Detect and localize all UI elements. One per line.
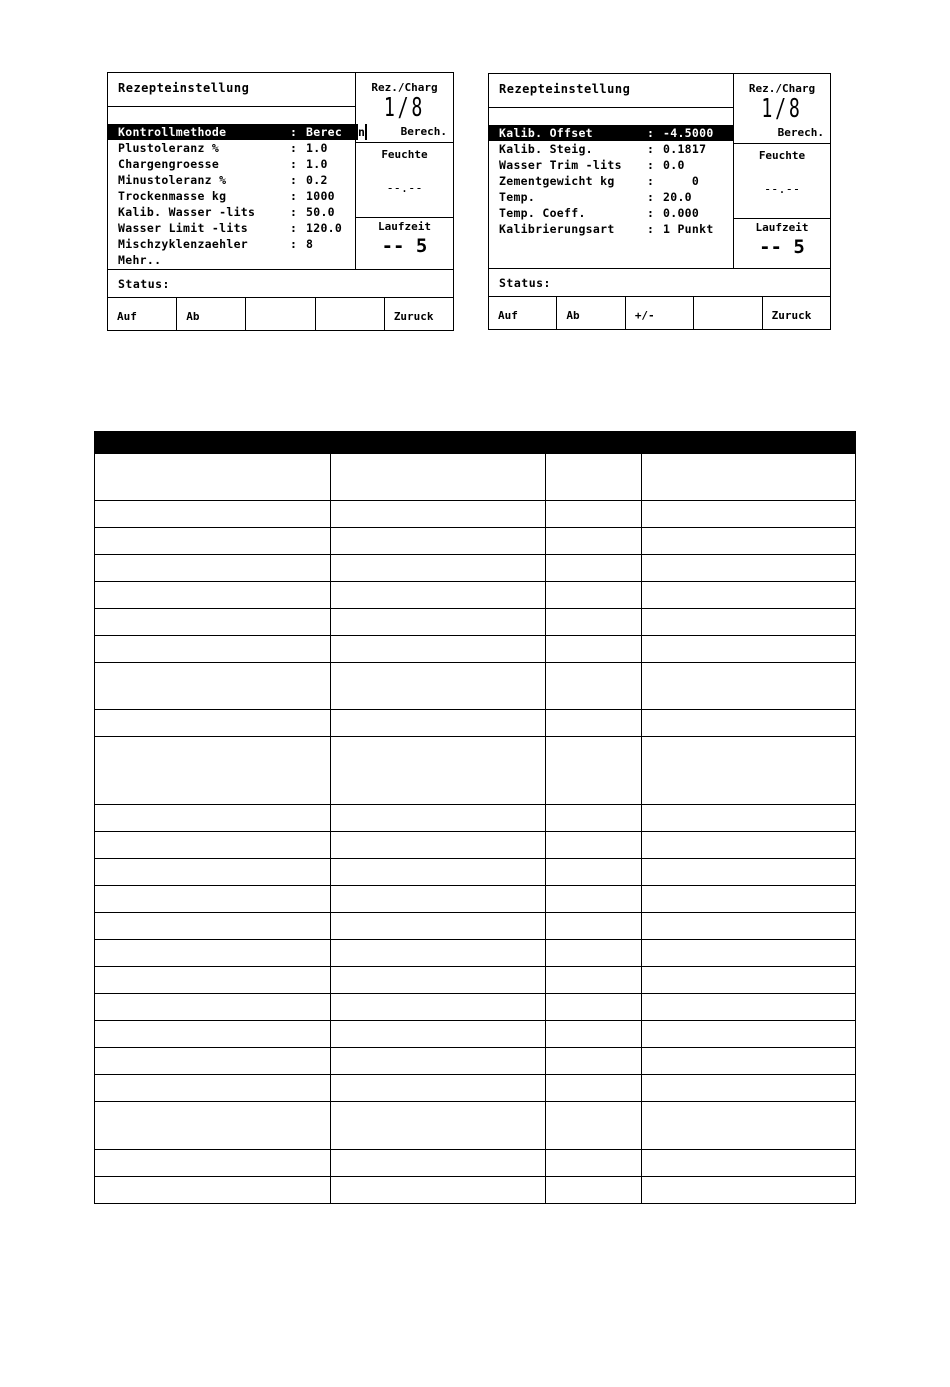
table-cell — [642, 710, 856, 737]
table-cell — [546, 1075, 642, 1102]
row-label: Kontrollmethode — [118, 125, 227, 139]
table-header-cell — [642, 432, 856, 454]
table-cell — [95, 555, 331, 582]
status-side-panel — [734, 74, 830, 269]
row-value: 0.000 — [663, 206, 700, 220]
title-divider — [489, 107, 733, 108]
settings-row-mix-cycle-counter[interactable] — [108, 236, 355, 252]
settings-list — [108, 124, 366, 268]
row-value: 0.0 — [663, 158, 685, 172]
table-cell — [642, 1075, 856, 1102]
table-cell — [95, 737, 331, 805]
table-row — [95, 737, 856, 805]
status-bar — [108, 269, 453, 298]
settings-row-temperature[interactable] — [489, 189, 733, 205]
table-row — [95, 1075, 856, 1102]
row-value: 50.0 — [306, 205, 335, 219]
table-cell — [642, 528, 856, 555]
table-header-cell — [95, 432, 331, 454]
row-value-overflow: n — [358, 125, 366, 139]
table-row — [95, 555, 856, 582]
settings-row-more[interactable] — [108, 252, 355, 268]
table-cell — [546, 1177, 642, 1204]
row-value: 120.0 — [306, 221, 343, 235]
table-cell — [95, 886, 331, 913]
table-cell — [331, 1075, 546, 1102]
up-button[interactable]: Auf — [108, 298, 177, 330]
table-cell — [95, 1075, 331, 1102]
table-row — [95, 1021, 856, 1048]
table-cell — [546, 967, 642, 994]
table-cell — [95, 859, 331, 886]
row-value: 20.0 — [663, 190, 692, 204]
row-label: Mischzyklenzaehler — [118, 237, 249, 251]
settings-row-calibration-type[interactable] — [489, 221, 733, 237]
table-cell — [331, 1102, 546, 1150]
table-cell — [546, 1021, 642, 1048]
function-key-bar — [489, 296, 830, 329]
table-cell — [95, 501, 331, 528]
row-separator: : — [290, 173, 298, 187]
table-cell — [642, 555, 856, 582]
table-cell — [546, 859, 642, 886]
table-row — [95, 663, 856, 710]
recipe-settings-panel-right — [488, 73, 831, 330]
table-cell — [95, 710, 331, 737]
panel-title: Rezepteinstellung — [499, 82, 631, 96]
down-button[interactable]: Ab — [177, 298, 246, 330]
table-cell — [642, 832, 856, 859]
table-cell — [331, 805, 546, 832]
moisture-value: --.-- — [386, 181, 423, 195]
table-cell — [642, 737, 856, 805]
back-button[interactable]: Zuruck — [771, 309, 812, 322]
table-cell — [642, 967, 856, 994]
row-label: Temp. — [499, 190, 536, 204]
table-cell — [331, 859, 546, 886]
table-header-cell — [546, 432, 642, 454]
row-label: Minustoleranz % — [118, 173, 227, 187]
table-row — [95, 501, 856, 528]
table-cell — [95, 1048, 331, 1075]
table-cell — [546, 663, 642, 710]
row-separator: : — [647, 190, 655, 204]
row-value: 0 — [663, 174, 700, 188]
function-key-4[interactable] — [694, 297, 762, 329]
recipe-settings-panel-left — [107, 72, 454, 331]
table-cell — [331, 501, 546, 528]
table-cell — [331, 832, 546, 859]
row-value: Berec — [306, 125, 343, 139]
table-row — [95, 528, 856, 555]
table-cell — [95, 913, 331, 940]
table-cell — [642, 1102, 856, 1150]
down-button[interactable]: Ab — [557, 297, 625, 329]
row-value: 1.0 — [306, 157, 328, 171]
table-row — [95, 609, 856, 636]
table-cell — [331, 940, 546, 967]
side-divider — [356, 142, 453, 143]
row-label: Trockenmasse kg — [118, 189, 227, 203]
table-cell — [331, 886, 546, 913]
back-button[interactable]: Zuruck — [393, 310, 434, 323]
row-separator: : — [647, 174, 655, 188]
row-label: Mehr.. — [118, 253, 162, 267]
title-divider — [108, 106, 355, 107]
table-cell — [331, 1048, 546, 1075]
row-separator: : — [290, 205, 298, 219]
row-separator: : — [647, 126, 655, 140]
settings-list — [489, 125, 733, 237]
table-row — [95, 636, 856, 663]
table-cell — [546, 994, 642, 1021]
row-label: Wasser Limit -lits — [118, 221, 249, 235]
table-cell — [546, 528, 642, 555]
table-row — [95, 1150, 856, 1177]
row-label: Chargengroesse — [118, 157, 220, 171]
settings-row-control-method[interactable] — [108, 124, 367, 140]
table-cell — [95, 1021, 331, 1048]
settings-row-dry-mass[interactable] — [108, 188, 355, 204]
settings-main-area — [489, 74, 734, 269]
table-cell — [95, 994, 331, 1021]
row-separator: : — [290, 125, 298, 139]
row-label: Kalibrierungsart — [499, 222, 615, 236]
status-bar — [489, 268, 830, 297]
table-cell — [642, 1177, 856, 1204]
row-value: 1 Punkt — [663, 222, 714, 236]
recipe-batch-value: 1/8 — [383, 93, 426, 123]
table-row — [95, 886, 856, 913]
table-row — [95, 710, 856, 737]
table-cell — [546, 1048, 642, 1075]
table-cell — [642, 913, 856, 940]
table-cell — [331, 1150, 546, 1177]
runtime-label: Laufzeit — [755, 221, 809, 234]
row-separator: : — [290, 189, 298, 203]
runtime-label: Laufzeit — [378, 220, 431, 233]
table-cell — [331, 994, 546, 1021]
table-cell — [95, 967, 331, 994]
table-cell — [546, 1102, 642, 1150]
status-label: Status: — [118, 277, 170, 291]
table-cell — [546, 832, 642, 859]
table-header-cell — [331, 432, 546, 454]
moisture-label: Feuchte — [758, 149, 806, 162]
function-key-4[interactable] — [316, 298, 385, 330]
table-cell — [331, 737, 546, 805]
row-value: 0.1817 — [663, 142, 707, 156]
table-cell — [642, 940, 856, 967]
table-row — [95, 913, 856, 940]
table-cell — [546, 609, 642, 636]
status-label: Status: — [499, 276, 551, 290]
table-row — [95, 832, 856, 859]
control-mode-label: Berech. — [400, 125, 447, 138]
up-button[interactable]: Auf — [489, 297, 557, 329]
row-label: Plustoleranz % — [118, 141, 220, 155]
settings-row-calib-water[interactable] — [108, 204, 355, 220]
table-cell — [546, 582, 642, 609]
table-cell — [642, 636, 856, 663]
settings-row-water-trim[interactable] — [489, 157, 733, 173]
table-cell — [95, 528, 331, 555]
row-label: Temp. Coeff. — [499, 206, 586, 220]
table-cell — [331, 636, 546, 663]
row-label: Kalib. Steig. — [499, 142, 593, 156]
runtime-value: -- 5 — [381, 235, 428, 257]
row-separator: : — [647, 142, 655, 156]
table-cell — [642, 609, 856, 636]
table-row — [95, 940, 856, 967]
function-key-bar — [108, 297, 453, 330]
table-cell — [331, 1021, 546, 1048]
row-value: 8 — [306, 237, 314, 251]
settings-row-calib-offset[interactable] — [489, 125, 733, 141]
table-cell — [331, 663, 546, 710]
control-mode-label: Berech. — [777, 126, 824, 139]
table-cell — [95, 805, 331, 832]
table-cell — [546, 913, 642, 940]
table-cell — [642, 501, 856, 528]
settings-row-batch-size[interactable] — [108, 156, 355, 172]
table-cell — [546, 940, 642, 967]
function-key-3[interactable] — [246, 298, 315, 330]
table-cell — [331, 710, 546, 737]
side-divider — [356, 217, 453, 218]
settings-row-water-limit[interactable] — [108, 220, 355, 236]
row-value: 1.0 — [306, 141, 328, 155]
settings-row-cement-weight[interactable] — [489, 173, 733, 189]
table-cell — [546, 636, 642, 663]
settings-row-minus-tolerance[interactable] — [108, 172, 355, 188]
table-cell — [331, 454, 546, 501]
table-cell — [642, 1048, 856, 1075]
table-cell — [95, 636, 331, 663]
side-divider — [734, 218, 830, 219]
recipe-batch-value: 1/8 — [761, 94, 803, 124]
moisture-value: --.-- — [763, 182, 801, 196]
row-label: Wasser Trim -lits — [499, 158, 622, 172]
table-header-row — [95, 432, 856, 454]
table-cell — [546, 710, 642, 737]
table-cell — [331, 967, 546, 994]
table-cell — [95, 832, 331, 859]
row-separator: : — [647, 222, 655, 236]
table-cell — [546, 805, 642, 832]
row-separator: : — [647, 206, 655, 220]
table-cell — [331, 609, 546, 636]
row-value: -4.5000 — [663, 126, 714, 140]
table-cell — [642, 454, 856, 501]
table-cell — [331, 913, 546, 940]
row-separator: : — [290, 221, 298, 235]
table-cell — [95, 940, 331, 967]
table-cell — [95, 454, 331, 501]
table-cell — [546, 886, 642, 913]
table-cell — [642, 663, 856, 710]
row-label: Kalib. Offset — [499, 126, 593, 140]
table-row — [95, 1102, 856, 1150]
table-cell — [95, 609, 331, 636]
table-cell — [546, 555, 642, 582]
row-label: Kalib. Wasser -lits — [118, 205, 256, 219]
table-row — [95, 805, 856, 832]
settings-row-calib-slope[interactable] — [489, 141, 733, 157]
recipe-batch-label: Rez./Charg — [748, 82, 816, 95]
table-cell — [331, 528, 546, 555]
table-cell — [642, 859, 856, 886]
table-cell — [642, 1150, 856, 1177]
moisture-label: Feuchte — [381, 148, 428, 161]
table-cell — [642, 886, 856, 913]
settings-main-area — [108, 73, 366, 270]
table-cell — [642, 805, 856, 832]
table-cell — [95, 582, 331, 609]
table-cell — [546, 454, 642, 501]
table-cell — [546, 501, 642, 528]
table-cell — [546, 737, 642, 805]
table-row — [95, 1048, 856, 1075]
table-cell — [642, 1021, 856, 1048]
table-row — [95, 967, 856, 994]
row-separator: : — [290, 141, 298, 155]
table-cell — [95, 663, 331, 710]
table-row — [95, 454, 856, 501]
table-cell — [331, 1177, 546, 1204]
table-row — [95, 582, 856, 609]
table-cell — [546, 1150, 642, 1177]
table-cell — [642, 994, 856, 1021]
row-separator: : — [290, 237, 298, 251]
row-value: 1000 — [306, 189, 335, 203]
plus-minus-button[interactable]: +/- — [626, 297, 694, 329]
row-separator: : — [647, 158, 655, 172]
recipe-batch-label: Rez./Charg — [371, 81, 438, 94]
table-cell — [331, 555, 546, 582]
table-row — [95, 994, 856, 1021]
panel-title: Rezepteinstellung — [118, 81, 250, 95]
settings-row-plus-tolerance[interactable] — [108, 140, 355, 156]
table-cell — [95, 1102, 331, 1150]
table-cell — [642, 582, 856, 609]
table-cell — [95, 1177, 331, 1204]
parameter-table — [94, 431, 856, 1204]
status-side-panel — [356, 73, 453, 270]
row-value: 0.2 — [306, 173, 328, 187]
settings-row-temp-coeff[interactable] — [489, 205, 733, 221]
table-cell — [95, 1150, 331, 1177]
runtime-value: -- 5 — [759, 236, 805, 258]
table-cell — [331, 582, 546, 609]
side-divider — [734, 143, 830, 144]
table-row — [95, 859, 856, 886]
row-label: Zementgewicht kg — [499, 174, 615, 188]
row-separator: : — [290, 157, 298, 171]
table-row — [95, 1177, 856, 1204]
